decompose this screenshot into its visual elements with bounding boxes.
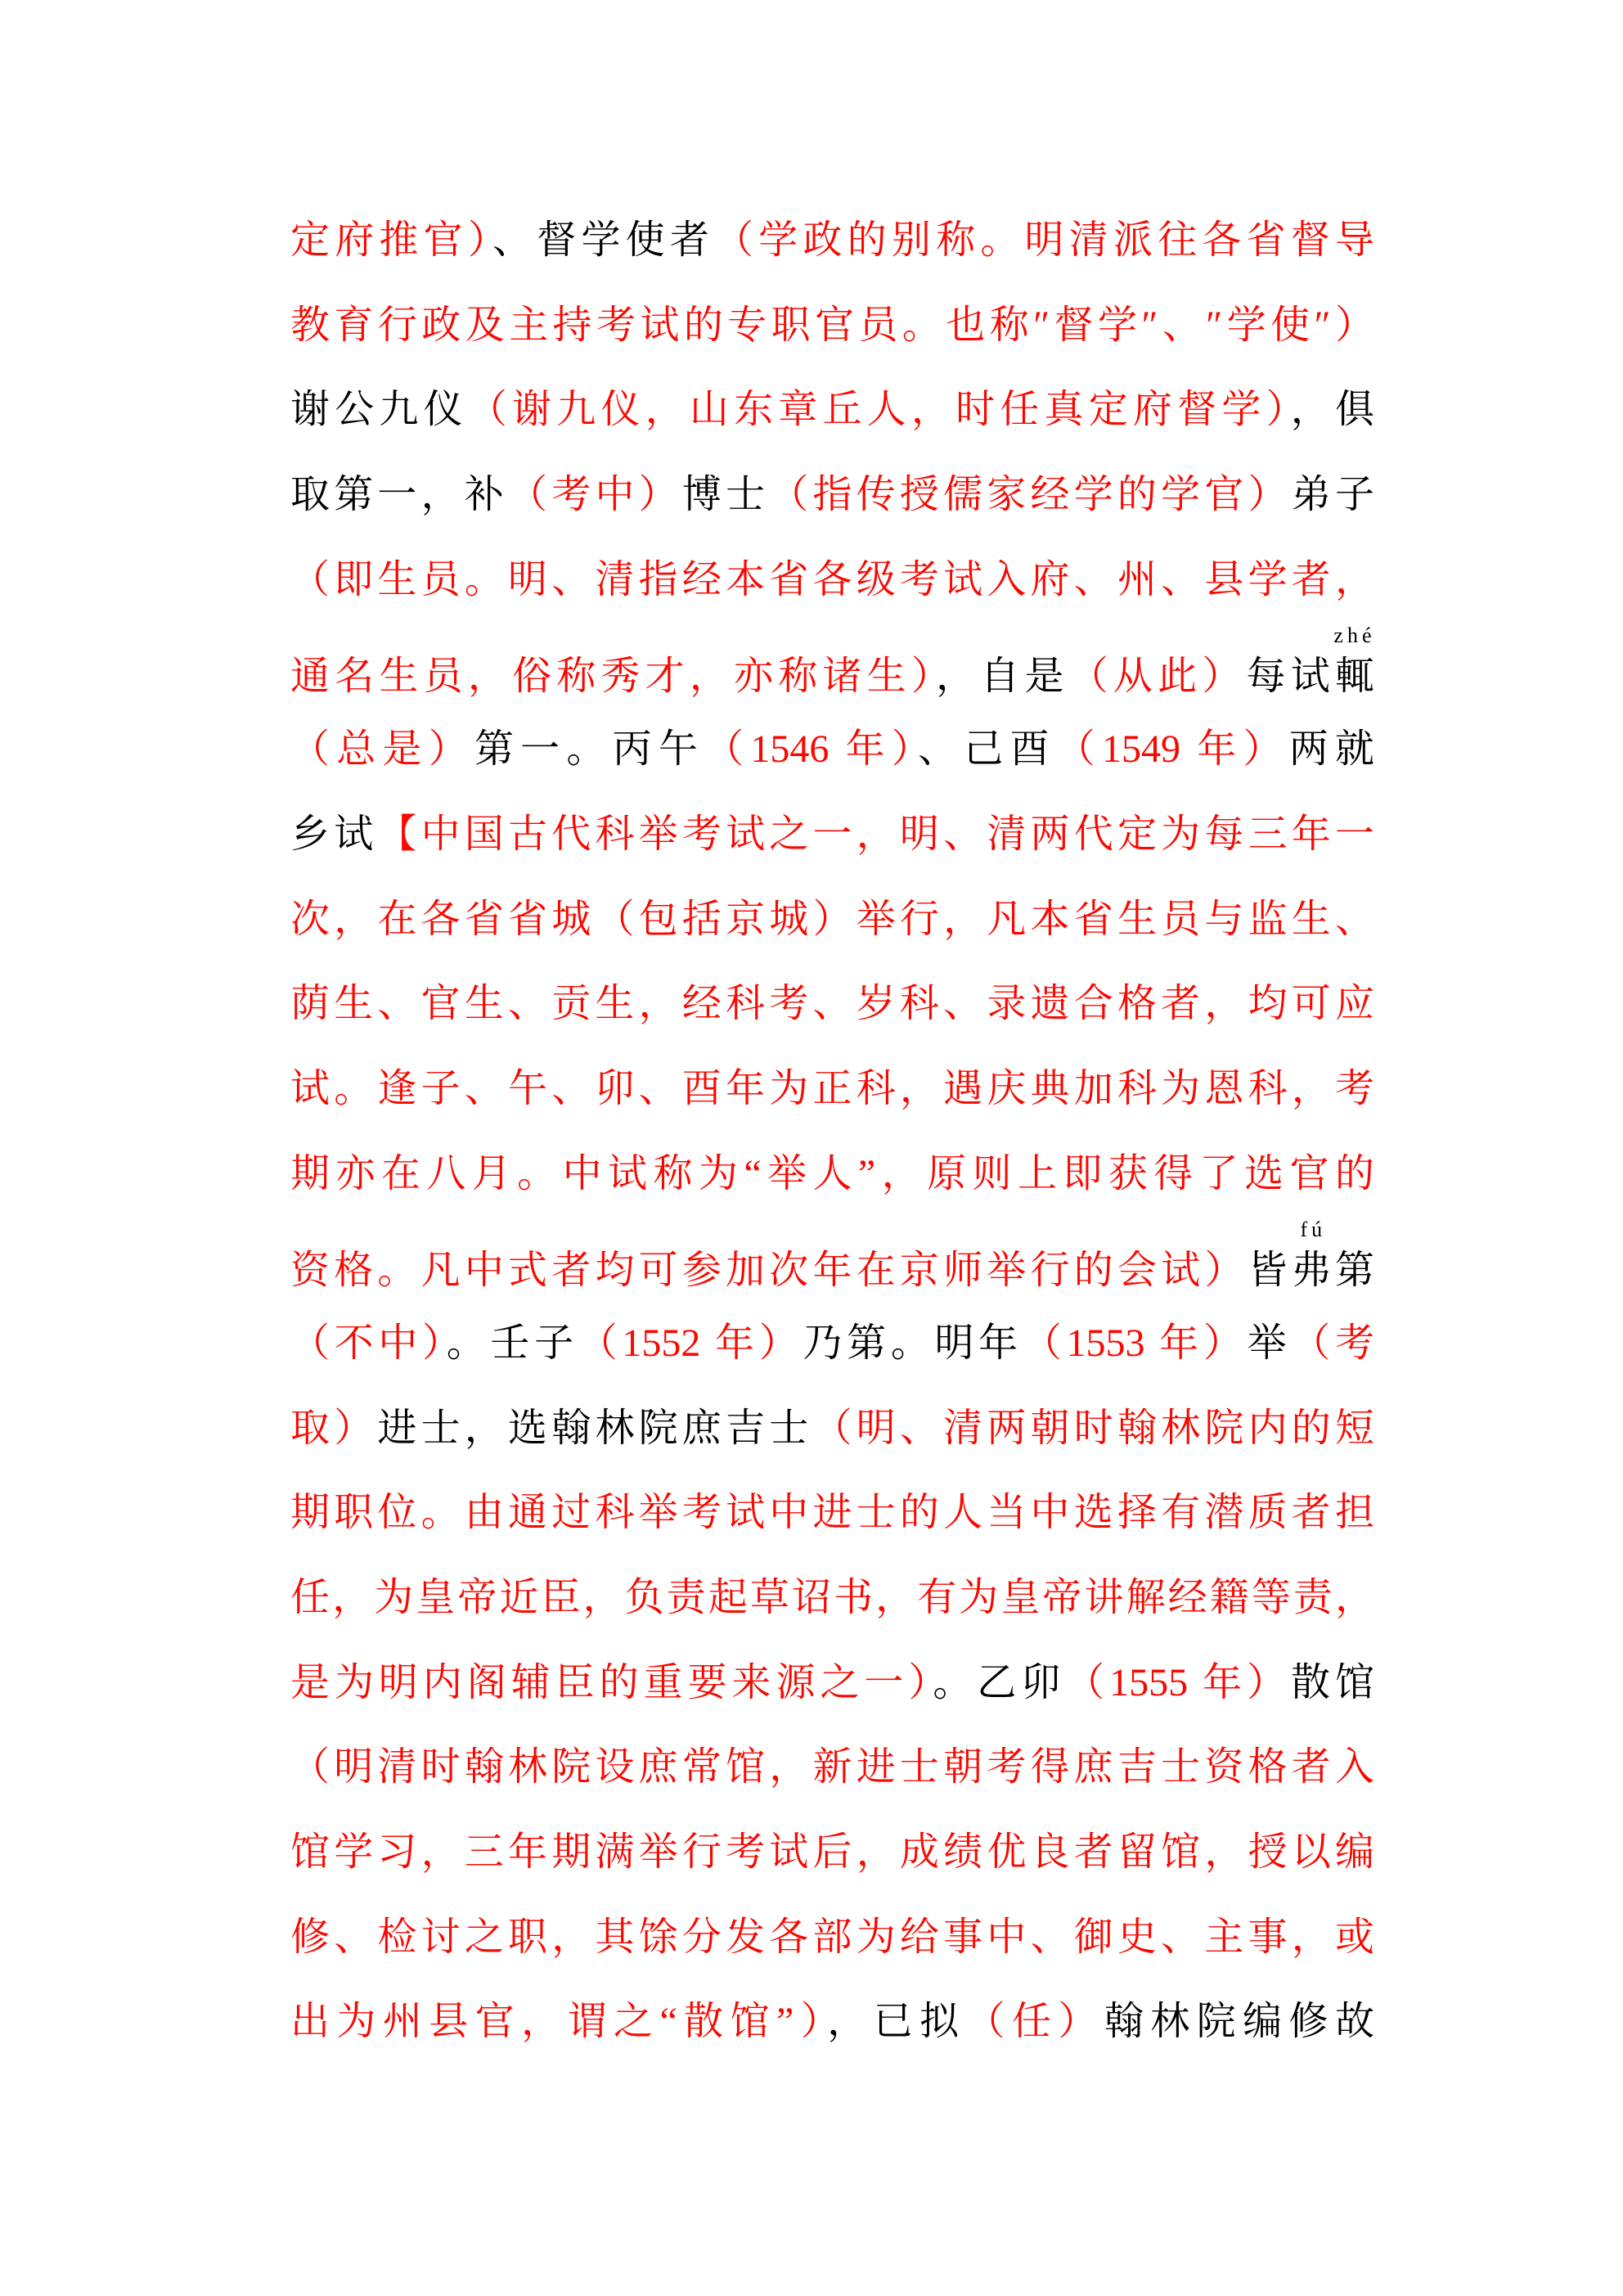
text-run: 乡试 — [290, 812, 378, 856]
text-run: 【中国古代科举考试之一，明、清两代定为每三年一 — [377, 812, 1374, 856]
text-run: （任） — [965, 2000, 1104, 2044]
text-line-18 — [290, 1641, 1374, 1726]
text-line-9 — [290, 877, 1374, 962]
text-run: 馆学习，三年期满举行考试后，成绩优良者留馆，授以编 — [290, 1830, 1374, 1875]
text-run: ，俱 — [1290, 388, 1374, 432]
text-line-12 — [290, 1132, 1374, 1217]
text-run: （总是） — [290, 727, 474, 772]
text-run: （考中） — [508, 473, 682, 517]
text-line-19 — [290, 1725, 1374, 1810]
text-run: 荫生、官生、贡生，经科考、岁科、录遗合格者，均可应 — [290, 982, 1374, 1026]
text-run: 乃第。明年 — [803, 1321, 1023, 1365]
text-line-21 — [290, 1895, 1374, 1980]
text-run: 每试 — [1246, 655, 1335, 699]
text-run: （1553 年） — [1022, 1321, 1248, 1365]
text-run: 试。逢子、午、卯、酉年为正科，遇庆典加科为恩科，考 — [290, 1066, 1374, 1110]
text-run: 定府推官） — [290, 218, 493, 262]
text-run: 进士，选翰林院庶吉士 — [377, 1406, 813, 1450]
text-run: 、己酉 — [918, 727, 1056, 772]
text-run: 翰林院编修故 — [1104, 2000, 1374, 2044]
text-run: （即生员。明、清指经本省各级考试入府、州、县学者， — [290, 557, 1374, 601]
text-run: 、督学使者 — [492, 218, 715, 262]
text-run: 弟子 — [1291, 473, 1374, 517]
text-run: 出为州县官，谓之“散馆”） — [290, 2000, 828, 2044]
text-run: （明、清两朝时翰林院内的短 — [812, 1406, 1374, 1450]
text-line-6 — [290, 624, 1376, 719]
text-run: 修、检讨之职，其馀分发各部为给事中、御史、主事，或 — [290, 1915, 1374, 1959]
text-run: 取第一，补 — [290, 473, 509, 517]
text-run: 是为明内阁辅臣的重要来源之一） — [290, 1660, 933, 1704]
pinyin-annotation: zhé — [1333, 624, 1376, 648]
text-line-2 — [290, 283, 1374, 368]
text-run: （1546 年） — [704, 727, 919, 772]
text-line-5 — [290, 538, 1374, 623]
text-run: （1552 年） — [578, 1321, 803, 1365]
text-line-13 — [290, 1218, 1374, 1313]
text-run: （学政的别称。明清派往各省督导 — [714, 218, 1374, 262]
text-run: 两就 — [1288, 727, 1374, 772]
text-line-17 — [290, 1555, 1374, 1641]
text-run: （1555 年） — [1065, 1660, 1292, 1704]
text-line-3 — [290, 367, 1374, 452]
text-run: 次，在各省省城（包括京城）举行，凡本省生员与监生、 — [290, 897, 1374, 941]
text-line-1 — [290, 198, 1374, 283]
text-line-16 — [290, 1470, 1374, 1555]
text-line-14 — [290, 1301, 1374, 1386]
text-run: 取） — [290, 1406, 378, 1450]
text-line-22 — [290, 1979, 1374, 2064]
text-line-10 — [290, 961, 1374, 1047]
text-run: ，已拟 — [827, 2000, 966, 2044]
text-line-8 — [290, 792, 1374, 877]
text-run: 谢公九仪 — [290, 388, 468, 432]
text-run: 。乙卯 — [933, 1660, 1066, 1704]
text-run: 资格。凡中式者均可参加次年在京师举行的会试） — [290, 1249, 1248, 1293]
text-line-11 — [290, 1047, 1374, 1132]
pinyin-annotation: fú — [1300, 1218, 1327, 1242]
text-run: （不中） — [290, 1321, 447, 1365]
text-line-15 — [290, 1386, 1374, 1471]
text-run: （从此） — [1068, 655, 1247, 699]
ruby-annotated-char: 輒 zhé — [1333, 624, 1376, 699]
text-run: 任，为皇帝近臣，负责起草诏书，有为皇帝讲解经籍等责， — [290, 1576, 1374, 1619]
text-run: 期亦在八月。中试称为“举人”，原则上即获得了选官的 — [290, 1151, 1374, 1195]
text-run: 散馆 — [1291, 1660, 1374, 1704]
text-line-4 — [290, 452, 1374, 538]
text-run: 博士 — [681, 473, 770, 517]
text-run: （指传授儒家经学的学官） — [769, 473, 1292, 517]
text-run: 皆 — [1248, 1249, 1292, 1293]
text-run: 期职位。由通过科举考试中进士的人当中选择有潜质者担 — [290, 1491, 1374, 1535]
text-run: （谢九仪，山东章丘人，时任真定府督学） — [467, 388, 1291, 432]
text-run: 通名生员，俗称秀才，亦称诸生） — [290, 655, 937, 699]
text-line-20 — [290, 1810, 1374, 1895]
text-run: 第一。丙午 — [474, 727, 705, 772]
ruby-annotated-char: 弗 fú — [1291, 1218, 1335, 1293]
text-run: 。壬子 — [446, 1321, 578, 1365]
text-run: 举 — [1247, 1321, 1292, 1365]
text-line-7 — [290, 707, 1374, 792]
text-run: ，自是 — [936, 655, 1069, 699]
text-run: （明清时翰林院设庶常馆，新进士朝考得庶吉士资格者入 — [290, 1745, 1374, 1790]
text-run: （考 — [1291, 1321, 1374, 1365]
text-run: （1549 年） — [1055, 727, 1289, 772]
document-text-block — [290, 198, 1374, 2064]
text-run: 第 — [1334, 1249, 1374, 1293]
text-run: 教育行政及主持考试的专职官员。也称″督学″、″学使″） — [290, 303, 1374, 347]
